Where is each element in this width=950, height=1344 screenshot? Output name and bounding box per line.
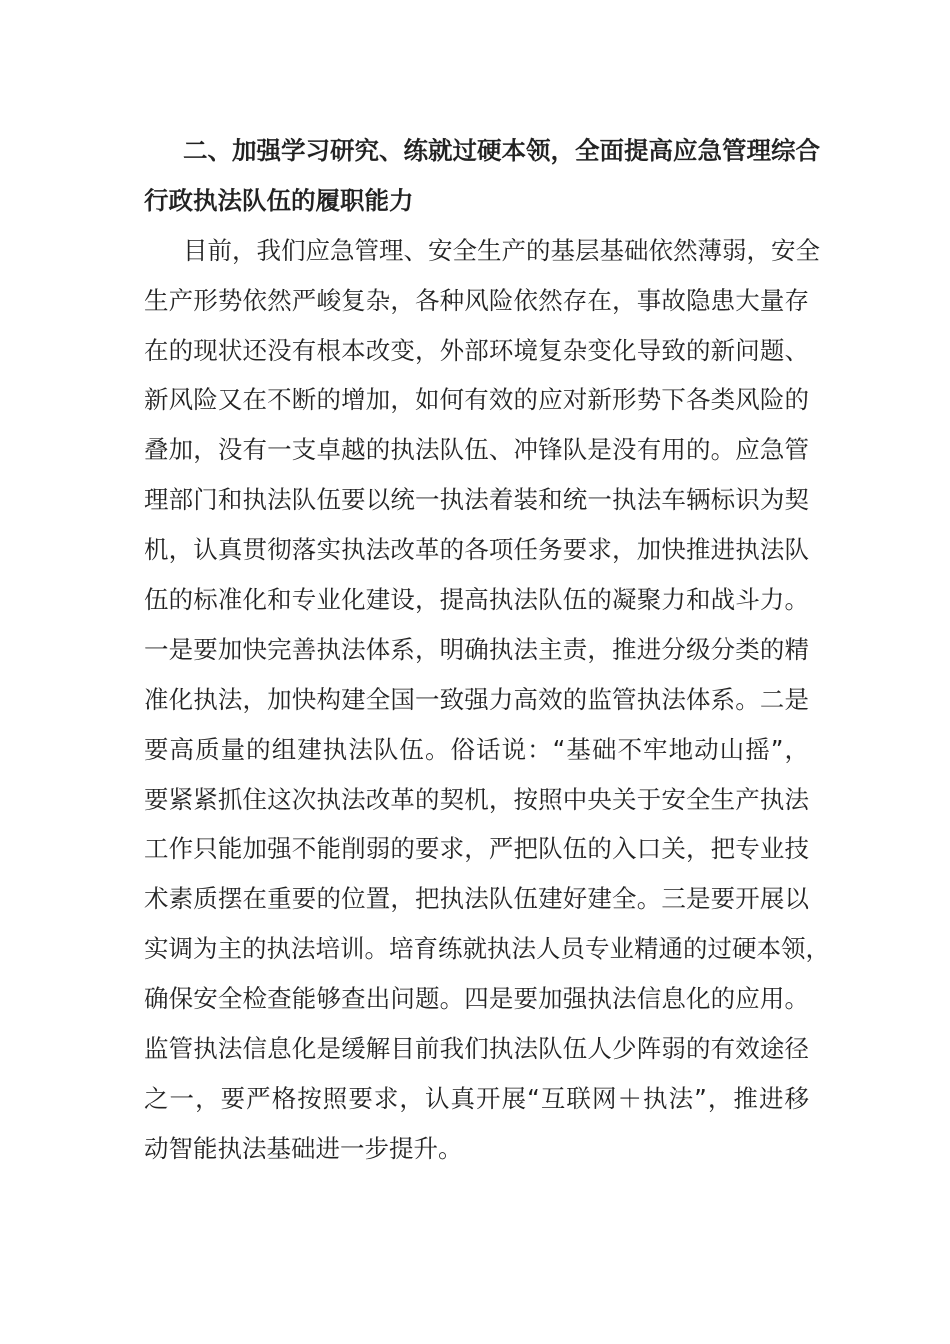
heading-line-1: 二、加强学习研究、练就过硬本领，全面提高应急管理综合: [183, 136, 820, 165]
body-line: 新风险又在不断的增加，如何有效的应对新形势下各类风险的: [144, 385, 809, 415]
body-line: 伍的标准化和专业化建设，提高执法队伍的凝聚力和战斗力。: [144, 585, 809, 615]
body-line: 动智能执法基础进一步提升。: [144, 1133, 463, 1163]
body-line: 实调为主的执法培训。培育练就执法人员专业精通的过硬本领，: [144, 934, 830, 964]
body-line: 在的现状还没有根本改变，外部环境复杂变化导致的新问题、: [144, 335, 809, 365]
body-line: 一是要加快完善执法体系，明确执法主责，推进分级分类的精: [144, 634, 809, 664]
body-line: 生产形势依然严峻复杂，各种风险依然存在，事故隐患大量存: [144, 285, 809, 315]
heading-line-2: 行政执法队伍的履职能力: [144, 185, 414, 215]
body-line: 确保安全检查能够查出问题。四是要加强执法信息化的应用。: [144, 984, 809, 1014]
body-line: 目前，我们应急管理、安全生产的基层基础依然薄弱，安全: [183, 235, 820, 265]
body-line: 机，认真贯彻落实执法改革的各项任务要求，加快推进执法队: [144, 535, 809, 565]
body-line: 监管执法信息化是缓解目前我们执法队伍人少阵弱的有效途径: [144, 1034, 809, 1064]
body-line: 要高质量的组建执法队伍。俗话说：“基础不牢地动山摇”，: [144, 734, 809, 764]
body-line: 要紧紧抓住这次执法改革的契机，按照中央关于安全生产执法: [144, 784, 809, 814]
body-line: 术素质摆在重要的位置，把执法队伍建好建全。三是要开展以: [144, 884, 809, 914]
body-line: 工作只能加强不能削弱的要求，严把队伍的入口关，把专业技: [144, 834, 809, 864]
body-line: 之一，要严格按照要求，认真开展“互联网＋执法”，推进移: [144, 1083, 809, 1113]
body-line: 理部门和执法队伍要以统一执法着装和统一执法车辆标识为契: [144, 485, 809, 515]
body-line: 叠加，没有一支卓越的执法队伍、冲锋队是没有用的。应急管: [144, 435, 809, 465]
section-heading: [144, 126, 820, 226]
body-line: 准化执法，加快构建全国一致强力高效的监管执法体系。二是: [144, 684, 809, 714]
document-body: [144, 126, 830, 1174]
body-paragraph: [144, 226, 830, 1174]
